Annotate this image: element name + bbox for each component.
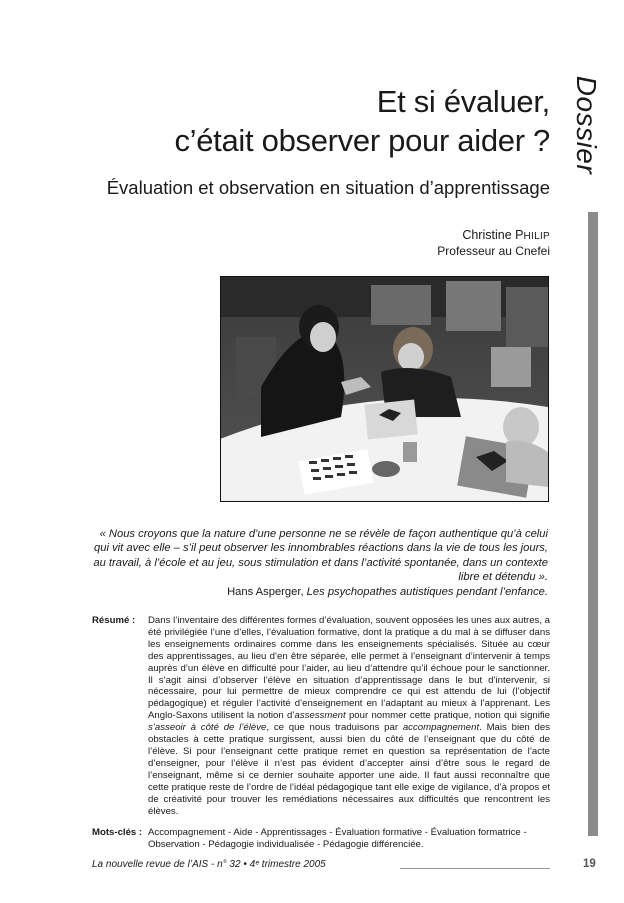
footer-journal: La nouvelle revue de l’AIS - n° 32 • 4ᵉ trimestre 2005 [92, 859, 326, 870]
abstract-part-1: Dans l’inventaire des différentes formes d’évaluation, souvent opposées les unes aux autres, a été privilégiée l’une d’elles, l’évaluation formative, dont la pratique a du mal à se diffuser dans les enseignements ordinaires comme dans les enseignements spécialisés. Située au cœur des apprentissages, au lieu d’en être séparée, elle permet à l’enseignant d’intervenir à temps auprès d’un élève en difficulté pour l’aider, au lieu d’attendre qu’il échoue pour le sanctionner. Il s’agit ainsi d’observer l’élève en situation d’apprentissage dans le but d’intervenir, si nécessaire, pour lui permettre de mieux comprendre ce qui est attendu de lui (l’objectif pédagogique) et réguler l’activité d’enseignement en l’adaptant au mieux à l’apprenant. Les Anglo-Saxons utilisent la notion d’ [148, 615, 550, 722]
classroom-photo [220, 276, 549, 502]
page-number: 19 [583, 858, 596, 870]
epigraph-author: Hans Asperger, [227, 585, 304, 598]
title-line-2: c’était observer pour aider ? [174, 123, 550, 158]
footer-rule [400, 868, 550, 869]
abstract-part-3: , ce que nous traduisons par [266, 722, 403, 734]
author-name [437, 228, 550, 244]
title-line-1: Et si évaluer, [376, 84, 550, 119]
sidebar-bar [588, 212, 598, 836]
abstract-part-4: . Mais bien des obstacles à cette pratique surgissent, aussi bien du côté de l’enseignant que du côté de l’élève. Si pour l’enseignant cette pratique remet en question sa représentation de l’acte d’enseigner, pour l’élève il n’est pas évident d’accepter ainsi d’être sous le regard de l’enseignant, même si ce dernier souhaite apporter une aide. Il faut aussi reconnaître que cette pratique reste de l’ordre de l’idéal pédagogique tant elle exige de vigilance, d’à propos et de créativité pour trouver les remédiations nécessaires aux difficultés que rencontrent les élèves. [148, 722, 551, 817]
section-tab [566, 70, 606, 180]
classroom-photo-image [221, 277, 548, 501]
author-block [437, 228, 550, 259]
abstract-part-2: pour nommer cette pratique, notion qui signifie [345, 710, 551, 722]
epigraph [92, 527, 548, 599]
author-last-rest: HILIP [523, 231, 550, 242]
keywords-row [90, 827, 550, 851]
abstract-term-assessment: assessment [294, 710, 346, 722]
abstract-text [148, 615, 550, 817]
keywords-text: Accompagnement - Aide - Apprentissages - Évaluation formative - Évaluation formatrice - Observation - Pédagogie individualisée - Pédagogie différenciée. [148, 827, 527, 851]
article-title [90, 82, 550, 160]
epigraph-text: « Nous croyons que la nature d’une personne ne se révèle de façon authentique qu’à celui qui vit avec elle – s’il peut observer les innombrables réactions dans la vie de tous les jours, au travail, à l’école et au jeu, sous stimulation et dans l’activité spontanée, dans un contexte libre et détendu ». [93, 528, 548, 584]
abstract-term-asseoir: s’asseoir à côté de l’élève [148, 722, 267, 734]
section-tab-label: Dossier [571, 75, 602, 175]
author-last-initial: P [515, 228, 524, 242]
abstract-block [90, 615, 550, 851]
epigraph-work: Les psychopathes autistiques pendant l’enfance. [306, 585, 548, 598]
keywords-label: Mots-clés : [92, 827, 143, 839]
author-first-name: Christine [462, 228, 512, 242]
abstract-row [90, 615, 550, 817]
abstract-term-accompagnement: accompagnement [402, 722, 480, 734]
abstract-label: Résumé : [92, 615, 136, 626]
author-role: Professeur au Cnefei [437, 244, 550, 258]
article-subtitle: Évaluation et observation en situation d’apprentissage [106, 177, 550, 198]
epigraph-source [92, 585, 548, 599]
